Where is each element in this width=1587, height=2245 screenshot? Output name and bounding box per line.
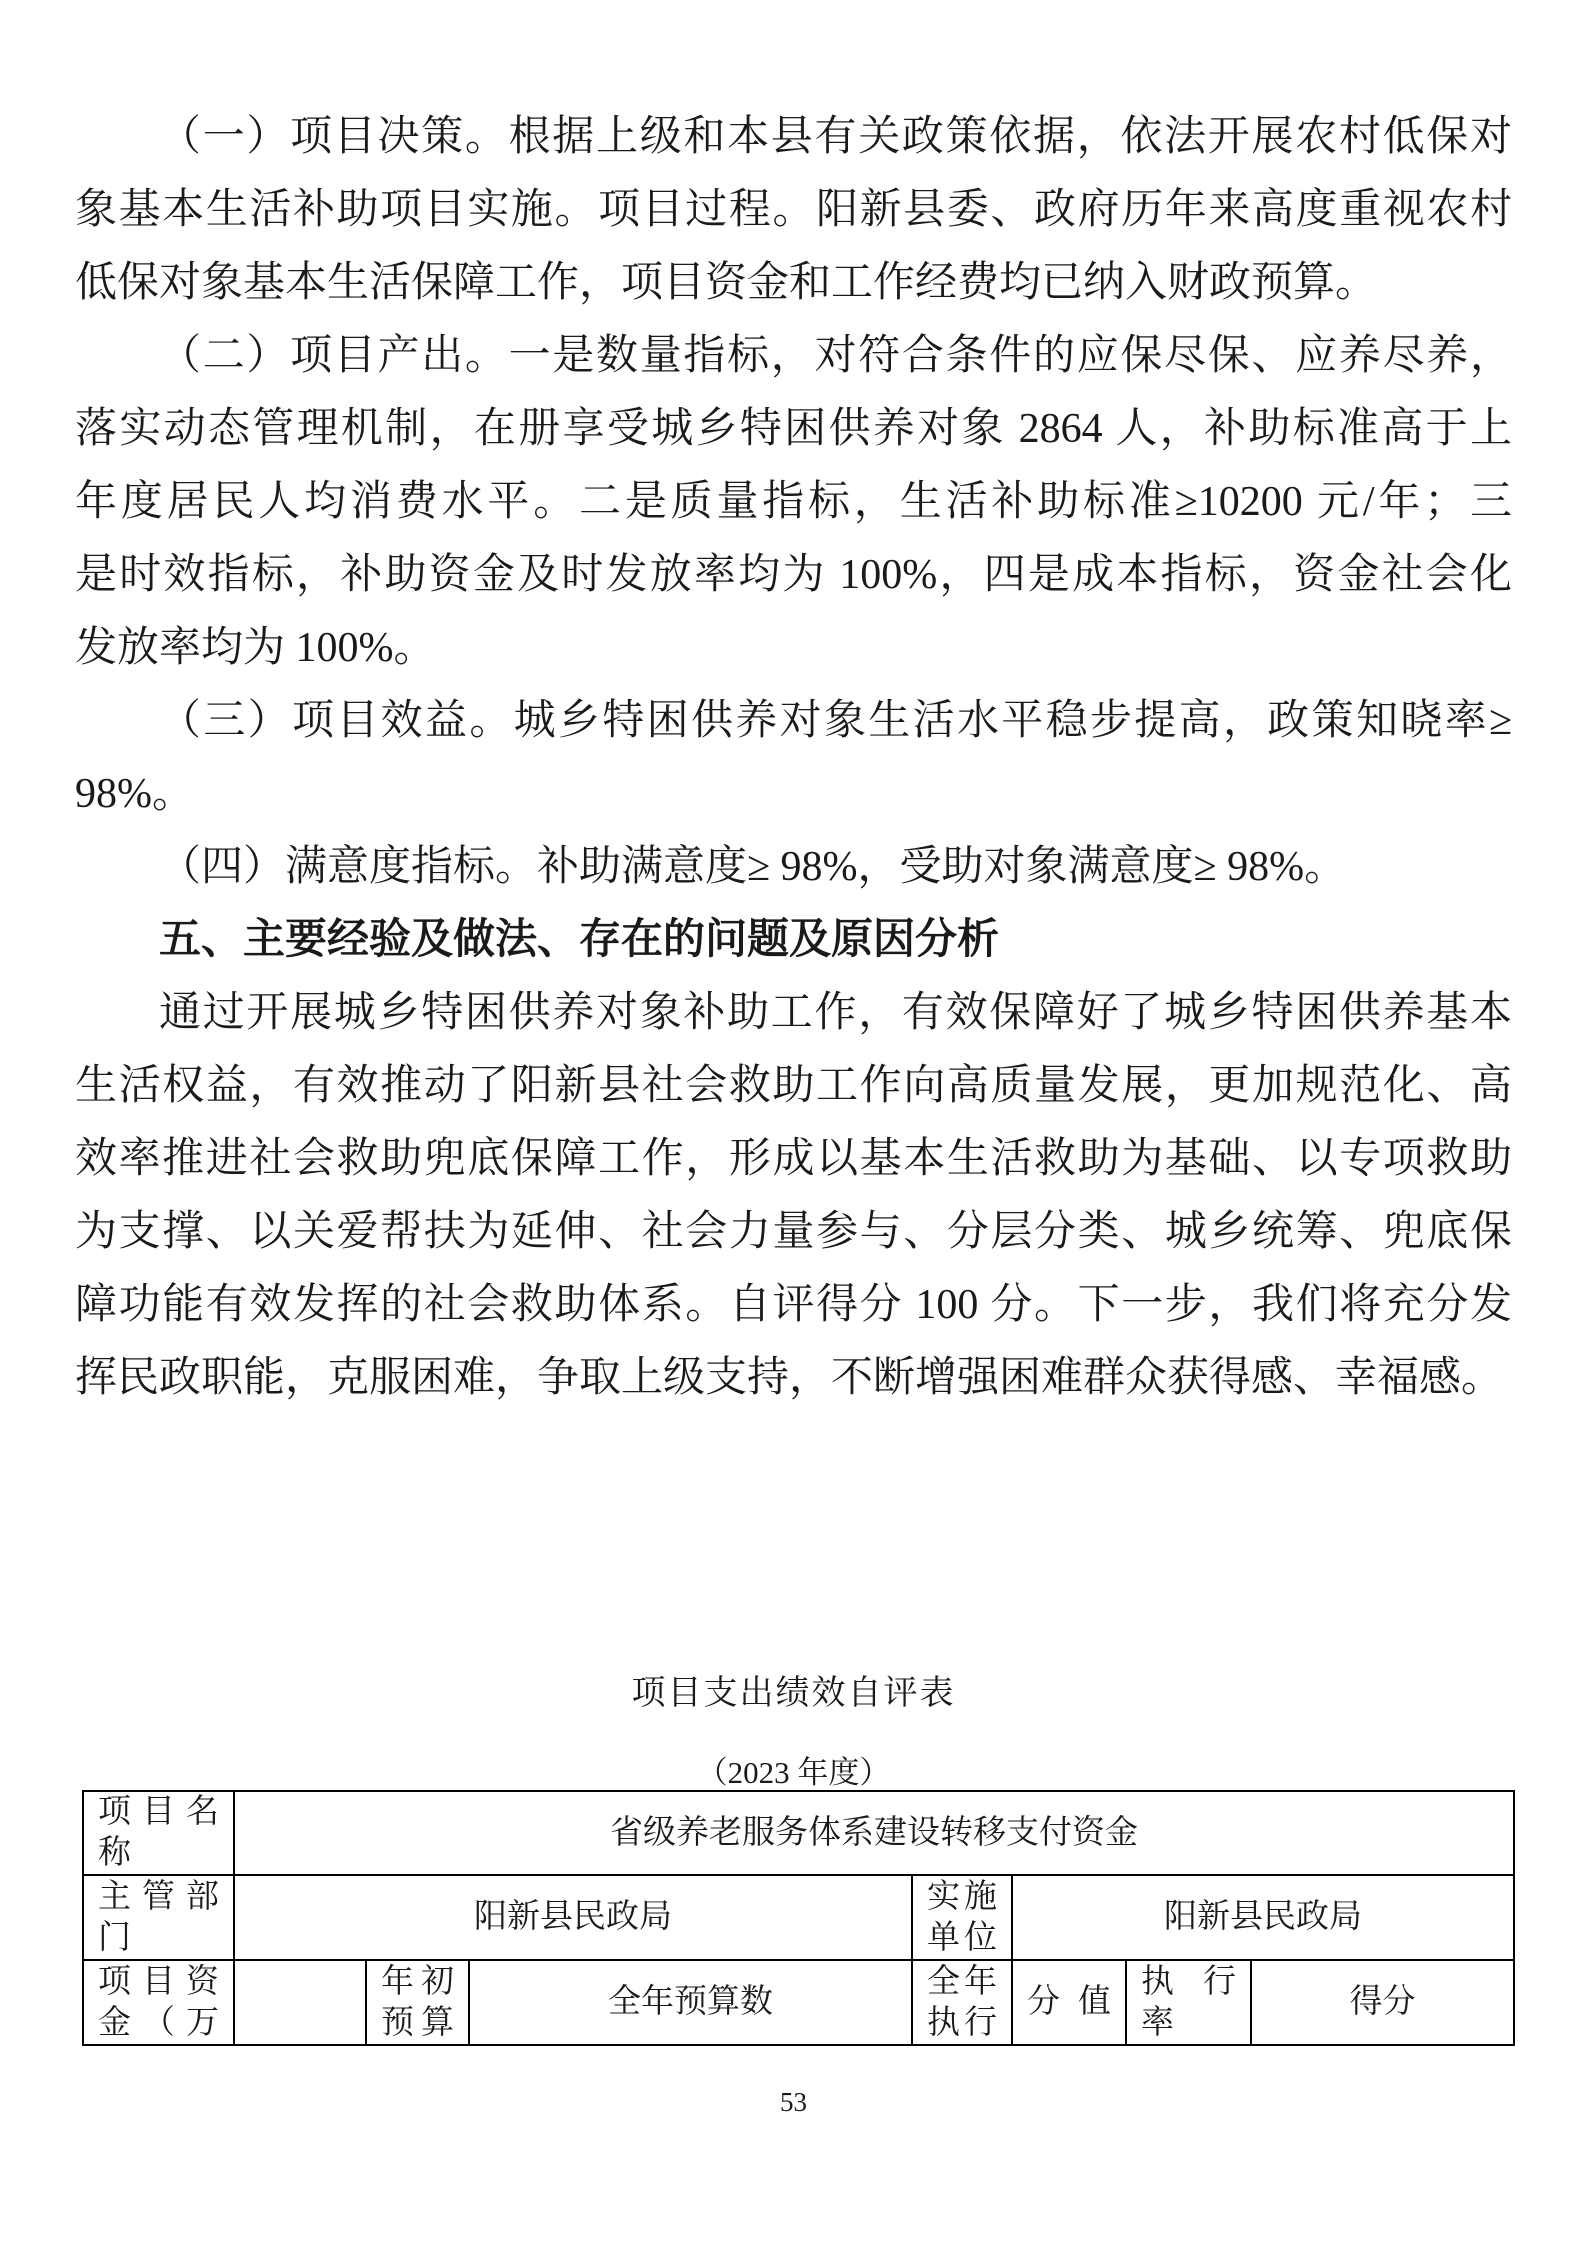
self-evaluation-table bbox=[82, 1790, 1515, 2046]
page-number: 53 bbox=[780, 2087, 807, 2117]
cell-execution-rate-label: 执行率 bbox=[1126, 1960, 1251, 2045]
cell-annual-budget-label: 全年预算数 bbox=[469, 1960, 912, 2045]
paragraph-line: 象基本生活补助项目实施。项目过程。阳新县委、政府历年来高度重视农村 bbox=[75, 187, 1512, 233]
paragraph-line: 98%。 bbox=[75, 771, 194, 817]
cell-score-weight-label: 分值 bbox=[1012, 1960, 1126, 2045]
paragraph-line: 障功能有效发挥的社会救助体系。自评得分 100 分。下一步，我们将充分发 bbox=[75, 1282, 1512, 1328]
cell-supervisor-label: 主管部门 bbox=[83, 1875, 234, 1960]
paragraph-line: （三）项目效益。城乡特困供养对象生活水平稳步提高，政策知晓率≥ bbox=[159, 698, 1512, 744]
paragraph-line: 生活权益，有效推动了阳新县社会救助工作向高质量发展，更加规范化、高 bbox=[75, 1063, 1512, 1109]
paragraph-line: 发放率均为 100%。 bbox=[75, 625, 436, 671]
table-row-project-name bbox=[83, 1791, 1514, 1875]
section-heading-text: 五、主要经验及做法、存在的问题及原因分析 bbox=[159, 917, 1000, 963]
paragraph-output bbox=[75, 320, 1512, 685]
cell-blank bbox=[234, 1960, 366, 2045]
paragraph-line: 通过开展城乡特困供养对象补助工作，有效保障好了城乡特困供养基本 bbox=[159, 990, 1512, 1036]
paragraph-line: 低保对象基本生活保障工作，项目资金和工作经费均已纳入财政预算。 bbox=[75, 260, 1378, 306]
paragraph-line: 年度居民人均消费水平。二是质量指标，生活补助标准≥10200 元/年；三 bbox=[75, 479, 1512, 525]
cell-supervisor-value: 阳新县民政局 bbox=[234, 1875, 912, 1960]
paragraph-line: （一）项目决策。根据上级和本县有关政策依据，依法开展农村低保对 bbox=[159, 114, 1512, 160]
paragraph-line: （二）项目产出。一是数量指标，对符合条件的应保尽保、应养尽养， bbox=[159, 333, 1512, 379]
cell-funds-label: 项目资金（万 bbox=[83, 1960, 234, 2045]
cell-annual-execution-label: 全年执行 bbox=[912, 1960, 1012, 2045]
table-row-departments bbox=[83, 1875, 1514, 1960]
paragraph-line: 效率推进社会救助兜底保障工作，形成以基本生活救助为基础、以专项救助 bbox=[75, 1136, 1512, 1182]
paragraph-decision bbox=[75, 101, 1512, 320]
cell-implementer-label: 实施单位 bbox=[912, 1875, 1012, 1960]
paragraph-satisfaction bbox=[75, 831, 1512, 904]
table-title: 项目支出绩效自评表 bbox=[631, 1675, 956, 1712]
paragraph-line: 是时效指标，补助资金及时发放率均为 100%，四是成本指标，资金社会化 bbox=[75, 552, 1512, 598]
table-row-funds-header bbox=[83, 1960, 1514, 2045]
paragraph-line: 落实动态管理机制，在册享受城乡特困供养对象 2864 人，补助标准高于上 bbox=[75, 406, 1512, 452]
cell-project-name-label: 项目名称 bbox=[83, 1791, 234, 1875]
cell-score-label: 得分 bbox=[1251, 1960, 1514, 2045]
cell-implementer-value: 阳新县民政局 bbox=[1012, 1875, 1514, 1960]
paragraph-experience bbox=[75, 977, 1512, 1415]
paragraph-benefit bbox=[75, 685, 1512, 831]
paragraph-line: 为支撑、以关爱帮扶为延伸、社会力量参与、分层分类、城乡统筹、兜底保 bbox=[75, 1209, 1512, 1255]
section-heading bbox=[75, 904, 1512, 977]
cell-project-name-value: 省级养老服务体系建设转移支付资金 bbox=[234, 1791, 1514, 1875]
paragraph-line: （四）满意度指标。补助满意度≥ 98%，受助对象满意度≥ 98%。 bbox=[159, 844, 1347, 890]
table-subtitle: （2023 年度） bbox=[696, 1755, 891, 1790]
paragraph-line: 挥民政职能，克服困难，争取上级支持，不断增强困难群众获得感、幸福感。 bbox=[75, 1355, 1504, 1401]
cell-initial-budget-label: 年初预算 bbox=[366, 1960, 469, 2045]
